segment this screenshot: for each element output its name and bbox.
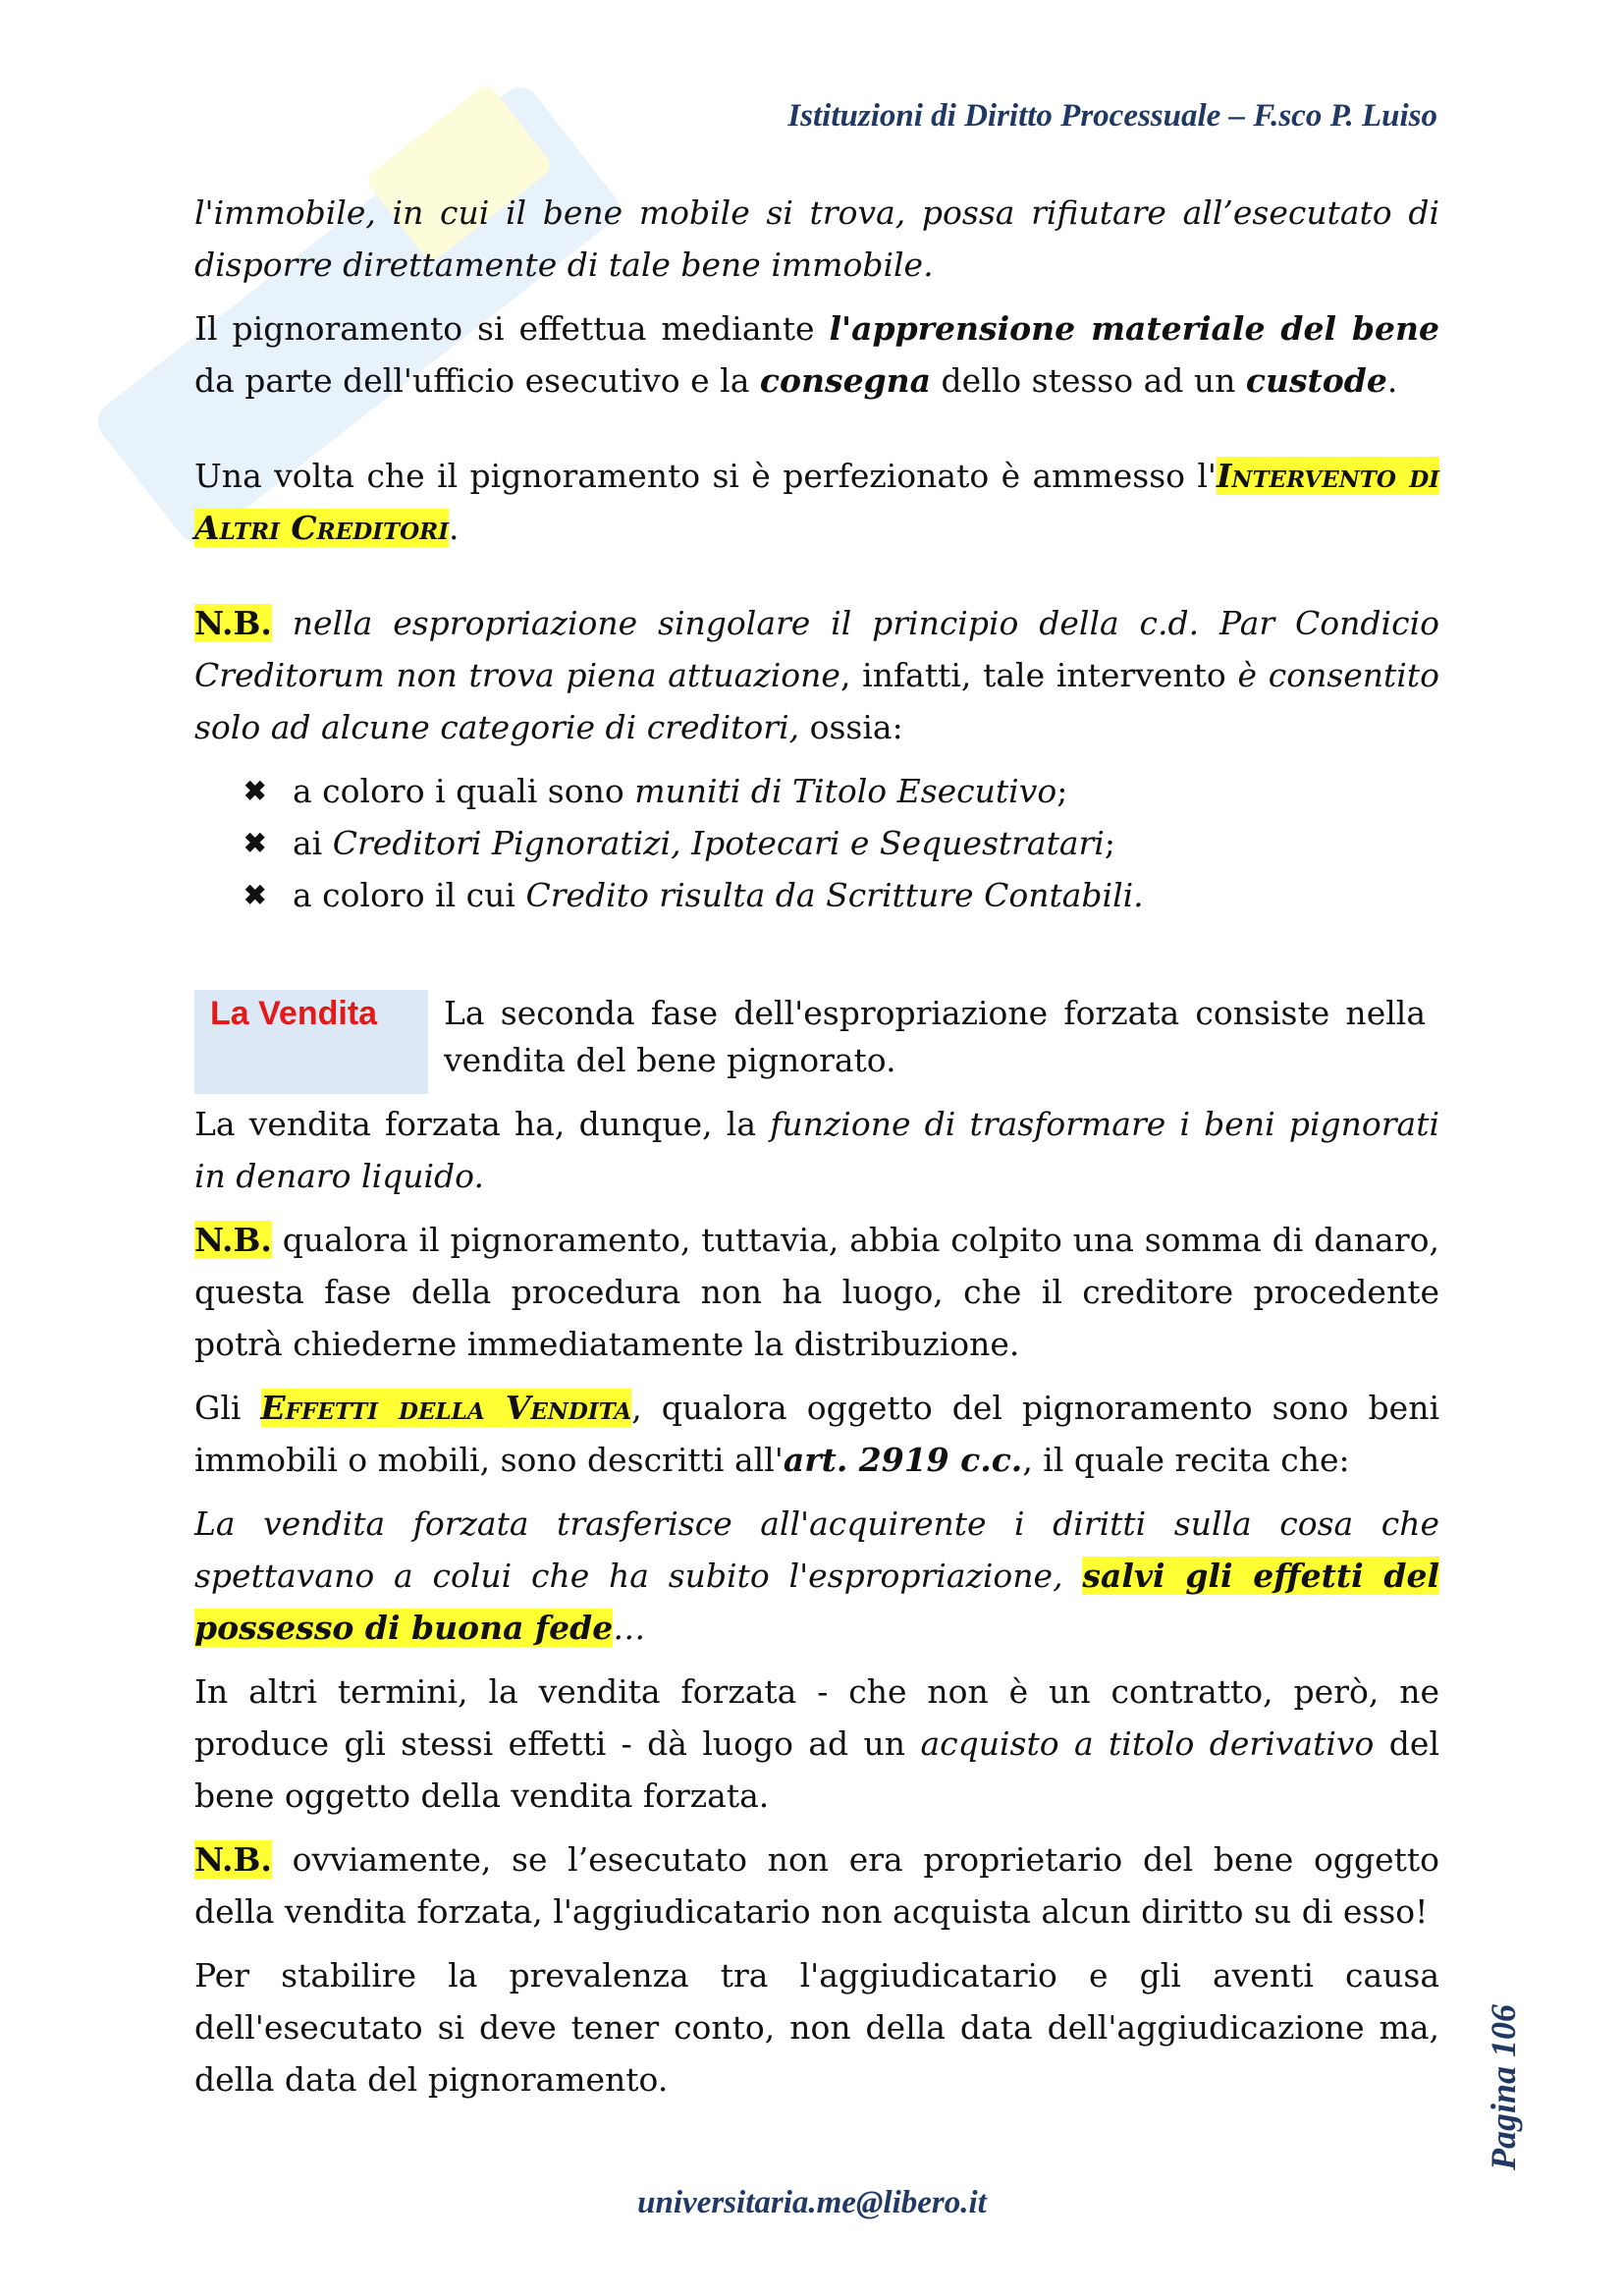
- cross-bullet-icon: ✖: [244, 879, 267, 911]
- cross-bullet-icon: ✖: [244, 775, 267, 807]
- paragraph-altri-termini: In altri termini, la vendita forzata - che non è un contratto, però, ne produce gli stessi effetti - dà luogo ad un acquisto a titolo derivativo del bene oggetto della vendita forzata.: [194, 1672, 1440, 1815]
- paragraph-nb-danaro: N.B. qualora il pignoramento, tuttavia, abbia colpito una somma di danaro, questa fase della procedura non ha luogo, che il creditore procedente potrà chiederne immediatamente la distribuzione.: [194, 1221, 1439, 1363]
- paragraph-prevalenza: Per stabilire la prevalenza tra l'aggiudicatario e gli aventi causa dell'esecutato si deve tener conto, non della data dell'aggiudicazione ma, della data del pignoramento.: [194, 1956, 1439, 2099]
- highlight-buona-fede: salvi gli effetti del possesso di buona fede: [194, 1557, 1439, 1647]
- nb-label: N.B.: [194, 1221, 272, 1259]
- page-body: [194, 187, 1439, 2117]
- list-item: ✖ ai Creditori Pignoratizi, Ipotecari e Sequestratari;: [244, 817, 1439, 869]
- section-intro: La seconda fase dell'espropriazione forzata consiste nella vendita del bene pignorato.: [444, 994, 1426, 1079]
- footer-email: universitaria.me@libero.it: [637, 2185, 987, 2220]
- nb-label: N.B.: [194, 604, 272, 642]
- list-item: ✖ a coloro il cui Credito risulta da Scritture Contabili.: [244, 869, 1439, 921]
- paragraph-continuation: l'immobile, in cui il bene mobile si trova, possa rifiutare all’esecutato di disporre direttamente di tale bene immobile.: [194, 193, 1439, 284]
- paragraph-pignoramento: Il pignoramento si effettua mediante l'apprensione materiale del bene da parte dell'ufficio esecutivo e la consegna dello stesso ad un custode.: [194, 309, 1439, 400]
- paragraph-nb-proprietario: N.B. ovviamente, se l’esecutato non era proprietario del bene oggetto della vendita forzata, l'aggiudicatario non acquista alcun diritto su di esso!: [194, 1840, 1439, 1931]
- creditor-list: [244, 765, 1439, 921]
- highlight-intervento: Intervento di Altri Creditori: [194, 457, 1439, 547]
- section-label-box: La Vendita: [194, 990, 428, 1094]
- cross-bullet-icon: ✖: [244, 827, 267, 859]
- paragraph-funzione: La vendita forzata ha, dunque, la funzione di trasformare i beni pignorati in denaro liquido.: [194, 1105, 1440, 1195]
- nb-label: N.B.: [194, 1840, 272, 1879]
- list-item: ✖ a coloro i quali sono muniti di Titolo Esecutivo;: [244, 765, 1439, 817]
- page-number: Pagina 106: [1484, 2003, 1523, 2170]
- paragraph-intervento: Una volta che il pignoramento si è perfezionato è ammesso l'Intervento di Altri Creditori.: [194, 457, 1439, 547]
- quote-art-2919: La vendita forzata trasferisce all'acquirente i diritti sulla cosa che spettavano a colui che ha subito l'espropriazione, salvi gli effetti del possesso di buona fede…: [194, 1504, 1439, 1647]
- section-vendita: [194, 990, 1439, 1094]
- highlight-effetti: Effetti della Vendita: [260, 1389, 632, 1427]
- document-header: Istituzioni di Diritto Processuale – F.sco P. Luiso: [787, 98, 1437, 134]
- paragraph-nb-par-condicio: N.B. nella espropriazione singolare il principio della c.d. Par Condicio Creditorum non trova piena attuazione, infatti, tale intervento è consentito solo ad alcune categorie di creditori, ossia:: [194, 604, 1439, 746]
- paragraph-effetti: Gli Effetti della Vendita, qualora oggetto del pignoramento sono beni immobili o mobili, sono descritti all'art. 2919 c.c., il quale recita che:: [194, 1389, 1440, 1479]
